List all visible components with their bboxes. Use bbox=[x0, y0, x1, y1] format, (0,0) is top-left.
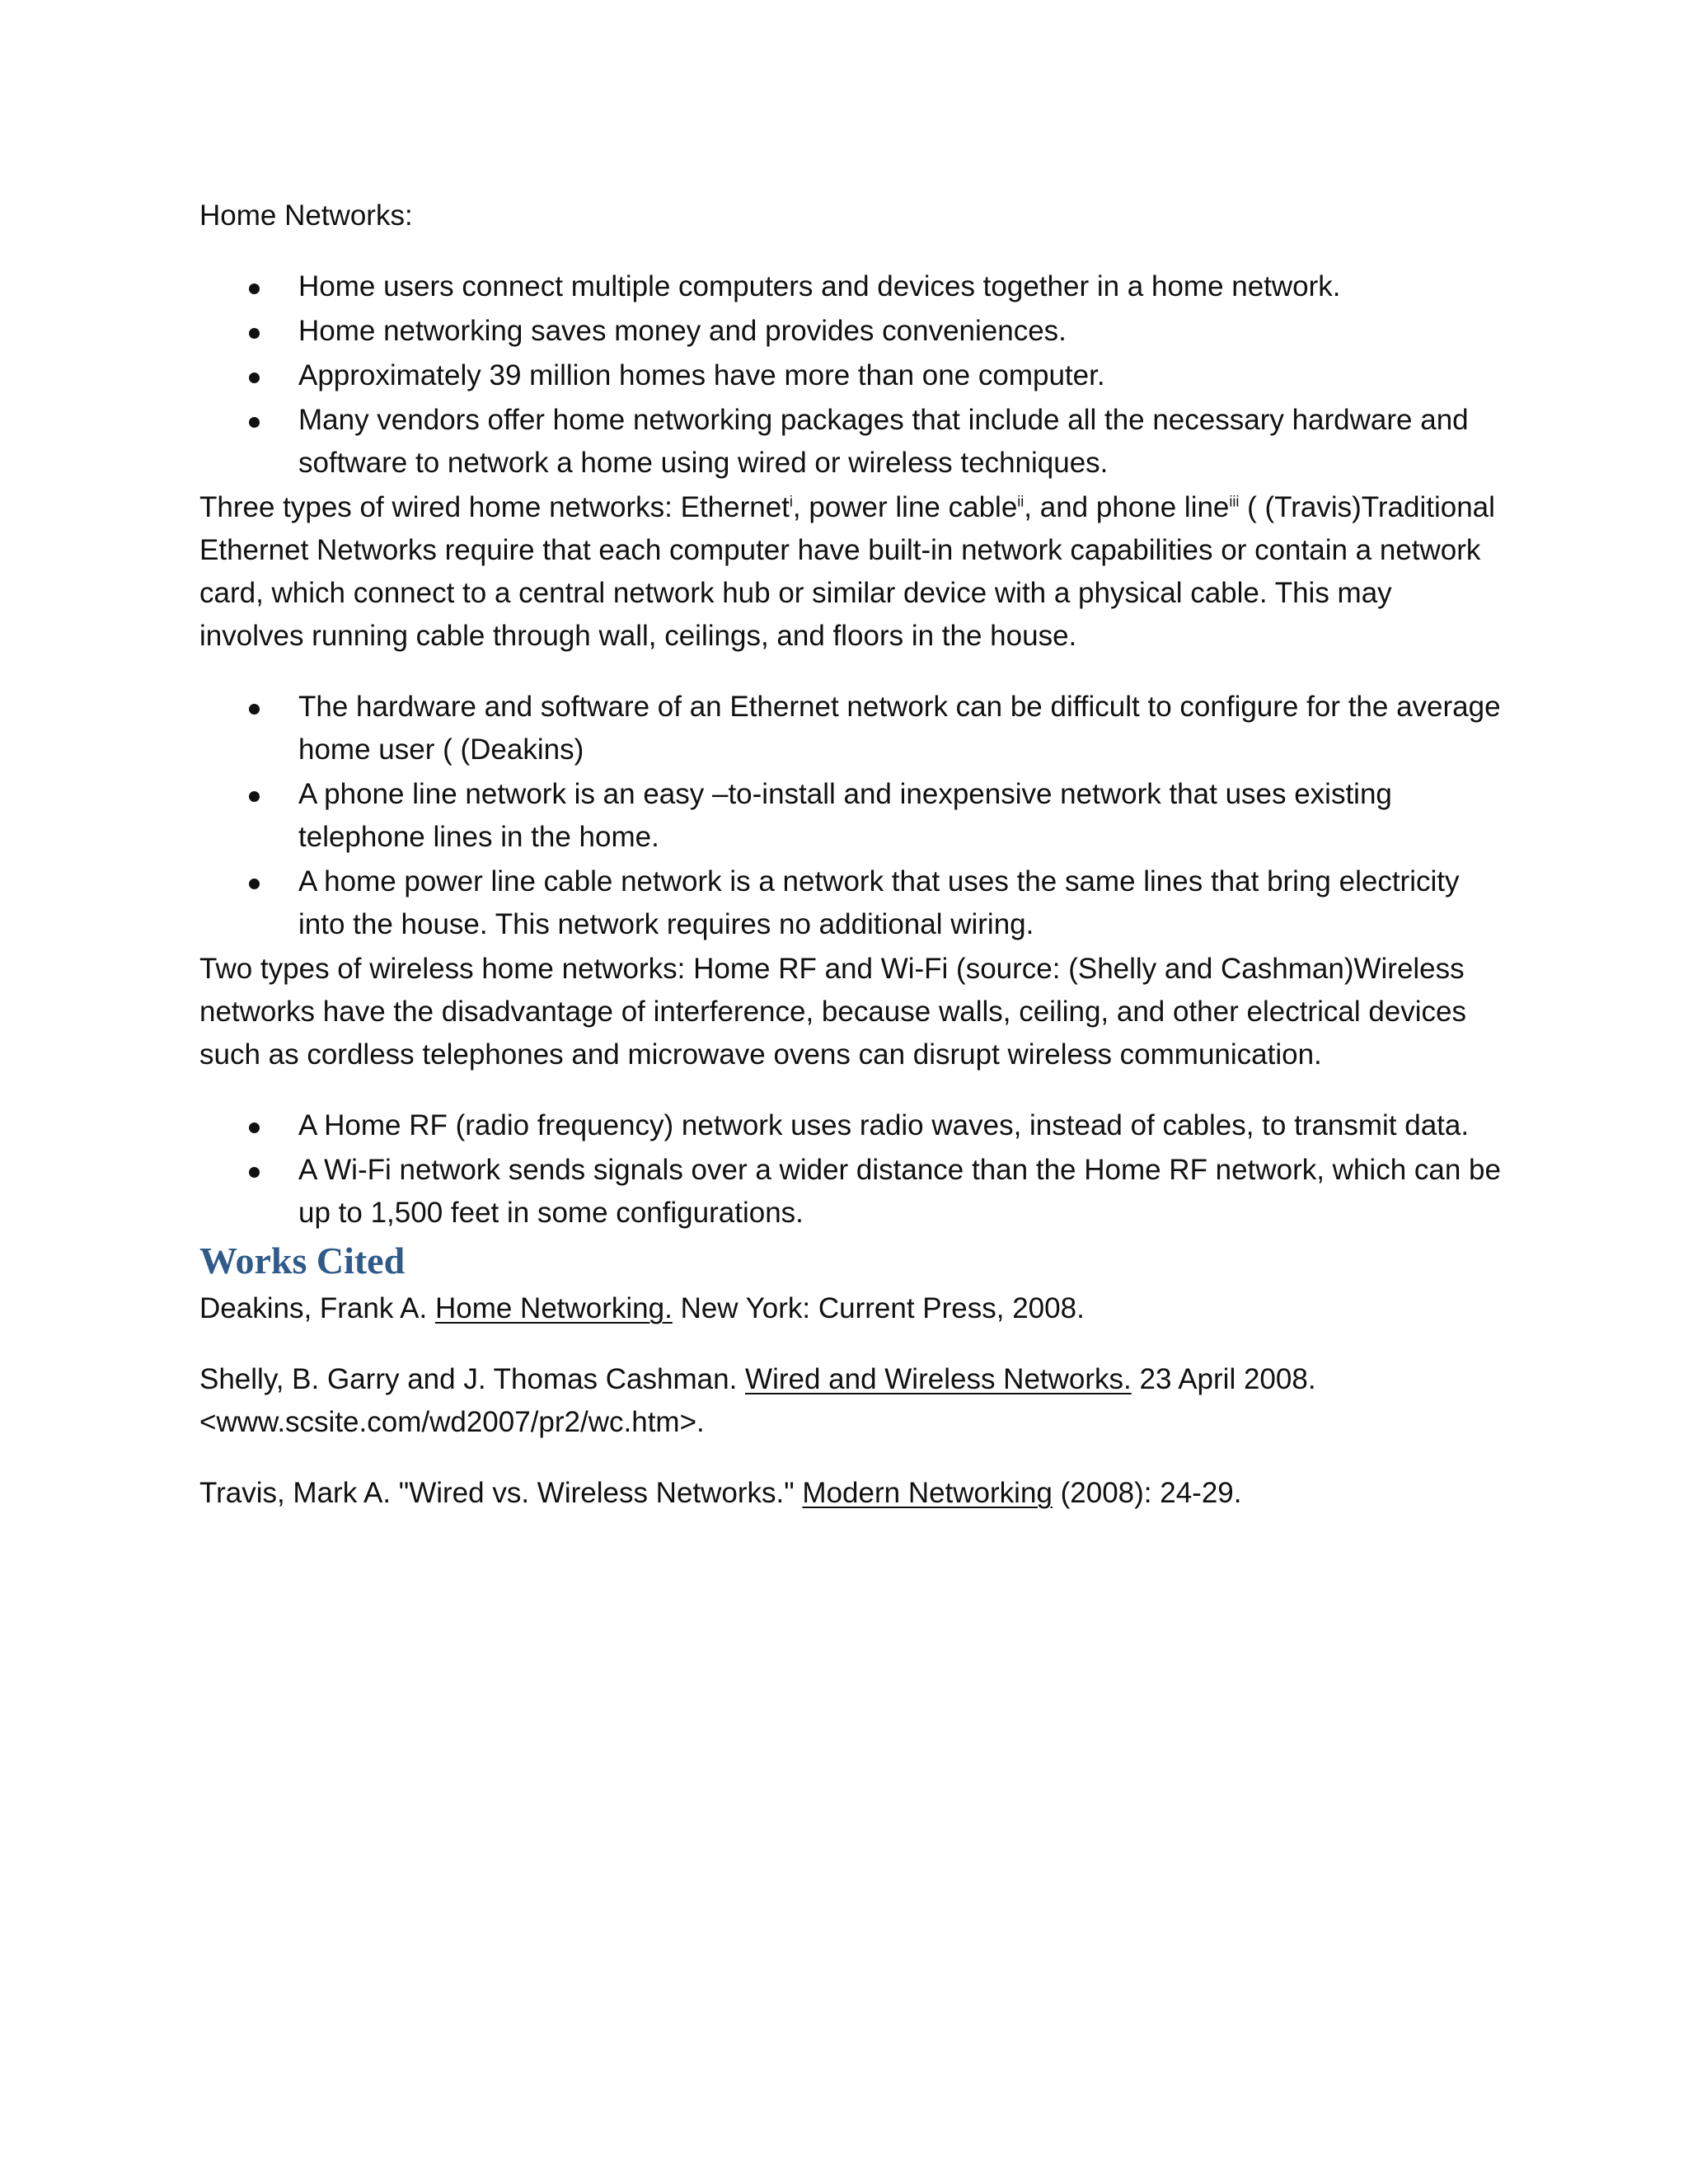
list-item: A Wi-Fi network sends signals over a wider distance than the Home RF network, which can be up to 1,500 feet in some configurations. bbox=[199, 1149, 1502, 1235]
list-item: Home networking saves money and provides conveniences. bbox=[199, 310, 1502, 353]
bullet-icon bbox=[249, 704, 260, 715]
bullet-icon bbox=[249, 1122, 260, 1133]
bullet-icon bbox=[249, 373, 260, 383]
wired-intro-paragraph: Three types of wired home networks: Ethernet$^i$, power line cable$^{ii}$, and phone line$^{iii}$ ( (Travis)Traditional Ethernet Networks require that each computer have built-in network capabilities or contain a network card, which connect to a central network hub or similar device with a physical cable. This may involves running cable through wall, ceilings, and floors in the house. bbox=[199, 491, 1495, 652]
list-item: Many vendors offer home networking packages that include all the necessary hardware and software to network a home using wired or wireless techniques. bbox=[199, 399, 1502, 485]
citation-title: Home Networking. bbox=[434, 1292, 673, 1324]
endnote-ref-iii[interactable]: iii bbox=[1229, 493, 1240, 510]
list-item: Approximately 39 million homes have more than one computer. bbox=[199, 354, 1502, 397]
list-item: A Home RF (radio frequency) network uses radio waves, instead of cables, to transmit data. bbox=[199, 1104, 1502, 1147]
document-page bbox=[199, 194, 1502, 1543]
list-item: The hardware and software of an Ethernet network can be difficult to configure for the average home user ( (Deakins) bbox=[199, 686, 1502, 771]
citation-travis: Travis, Mark A. "Wired vs. Wireless Networks." Modern Networking (2008): 24-29. bbox=[199, 1477, 1242, 1509]
home-networks-list bbox=[199, 265, 1502, 485]
bullet-icon bbox=[249, 328, 260, 339]
wireless-list bbox=[199, 1104, 1502, 1235]
wired-list bbox=[199, 686, 1502, 946]
list-item: Home users connect multiple computers and devices together in a home network. bbox=[199, 265, 1502, 308]
works-cited-heading: Works Cited bbox=[199, 1240, 406, 1282]
wireless-intro-paragraph: Two types of wireless home networks: Home RF and Wi-Fi (source: (Shelly and Cashman)Wireless networks have the disadvantage of interference, because walls, ceiling, and other electrical devices such as cordless telephones and microwave ovens can disrupt wireless communication. bbox=[199, 953, 1466, 1071]
home-networks-label: Home Networks: bbox=[199, 199, 413, 232]
citation-shelly: Shelly, B. Garry and J. Thomas Cashman. Wired and Wireless Networks. 23 April 2008. <www.scsite.com/wd2007/pr2/wc.htm>. bbox=[199, 1363, 1316, 1438]
bullet-icon bbox=[249, 1167, 260, 1178]
bullet-icon bbox=[249, 284, 260, 294]
citation-title: Modern Networking bbox=[802, 1477, 1053, 1509]
bullet-icon bbox=[249, 791, 260, 802]
endnote-ref-ii[interactable]: ii bbox=[1017, 493, 1025, 510]
citation-title: Wired and Wireless Networks. bbox=[745, 1363, 1132, 1395]
bullet-icon bbox=[249, 879, 260, 889]
citation-deakins: Deakins, Frank A. Home Networking. New York: Current Press, 2008. bbox=[199, 1292, 1085, 1324]
endnote-ref-i[interactable]: i bbox=[789, 493, 793, 510]
list-item: A phone line network is an easy –to-install and inexpensive network that uses existing telephone lines in the home. bbox=[199, 773, 1502, 859]
list-item: A home power line cable network is a network that uses the same lines that bring electricity into the house. This network requires no additional wiring. bbox=[199, 860, 1502, 946]
bullet-icon bbox=[249, 417, 260, 428]
